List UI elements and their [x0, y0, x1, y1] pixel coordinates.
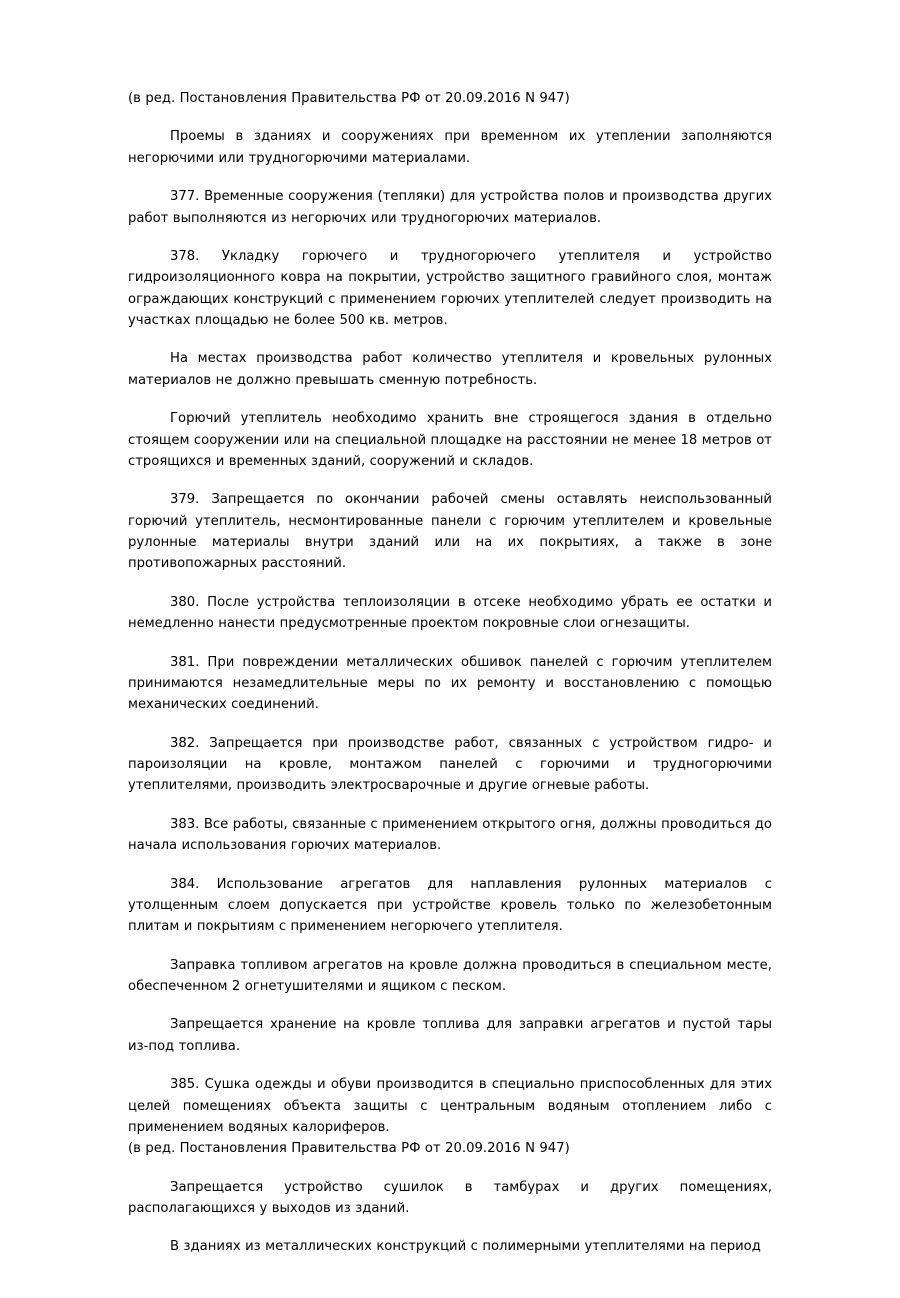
- paragraph: Запрещается хранение на кровле топлива для заправки агрегатов и пустой тары из-под топлива.: [128, 1017, 772, 1054]
- clause-378: 378. Укладку горючего и трудногорючего утеплителя и устройство гидроизоляционного ковра на покрытии, устройство защитного гравийного слоя, монтаж ограждающих конструкций с применением горючих утеплителей следует производить на участках площадью не более 500 кв. метров.: [128, 248, 772, 328]
- paragraph: Проемы в зданиях и сооружениях при временном их утеплении заполняются негорючими или трудногорючими материалами.: [128, 129, 772, 166]
- paragraph: В зданиях из металлических конструкций с полимерными утеплителями на период: [170, 1239, 761, 1255]
- clause-380: 380. После устройства теплоизоляции в отсеке необходимо убрать ее остатки и немедленно нанести предусмотренные проектом покровные слои огнезащиты.: [128, 594, 772, 632]
- paragraph: Заправка топливом агрегатов на кровле должна проводиться в специальном месте, обеспеченном 2 огнетушителями и ящиком с песком.: [128, 957, 772, 994]
- clause-383: 383. Все работы, связанные с применением открытого огня, должны проводиться до начала использования горючих материалов.: [128, 816, 772, 854]
- clause-384: 384. Использование агрегатов для наплавления рулонных материалов с утолщенным слоем допускается при устройстве кровель только по железобетонным плитам и покрытиям с применением негорючего утеплителя.: [128, 876, 772, 935]
- paragraph: На местах производства работ количество утеплителя и кровельных рулонных материалов не должно превышать сменную потребность.: [128, 351, 772, 388]
- clause-385: 385. Сушка одежды и обуви производится в специально приспособленных для этих целей помещениях объекта защиты с центральным водяным отоплением либо с применением водяных калориферов.: [128, 1077, 772, 1135]
- clause-382: 382. Запрещается при производстве работ, связанных с устройством гидро- и пароизоляции на кровле, монтажом панелей с горючими и трудногорючими утеплителями, производить электросварочные и другие огневые работы.: [128, 735, 772, 794]
- clause-377: 377. Временные сооружения (тепляки) для устройства полов и производства других работ выполняются из негорючих или трудногорючих материалов.: [128, 189, 772, 226]
- paragraph: Горючий утеплитель необходимо хранить вне строящегося здания в отдельно стоящем сооружении или на специальной площадке на расстоянии не менее 18 метров от строящихся и временных зданий, сооружений и складов.: [128, 411, 772, 469]
- paragraph: Запрещается устройство сушилок в тамбурах и других помещениях, располагающихся у выходов из зданий.: [128, 1179, 772, 1216]
- amendment-note: (в ред. Постановления Правительства РФ от 20.09.2016 N 947): [128, 91, 570, 106]
- clause-381: 381. При повреждении металлических обшивок панелей с горючим утеплителем принимаются незамедлительные меры по их ремонту и восстановлению с помощью механических соединений.: [128, 654, 772, 713]
- amendment-note: (в ред. Постановления Правительства РФ от 20.09.2016 N 947): [128, 1141, 570, 1157]
- document-body: [128, 88, 772, 1258]
- clause-379: 379. Запрещается по окончании рабочей смены оставлять неиспользованный горючий утеплитель, несмонтированные панели с горючим утеплителем и кровельные рулонные материалы внутри зданий или на их покрытиях, а также в зоне противопожарных расстояний.: [128, 492, 772, 572]
